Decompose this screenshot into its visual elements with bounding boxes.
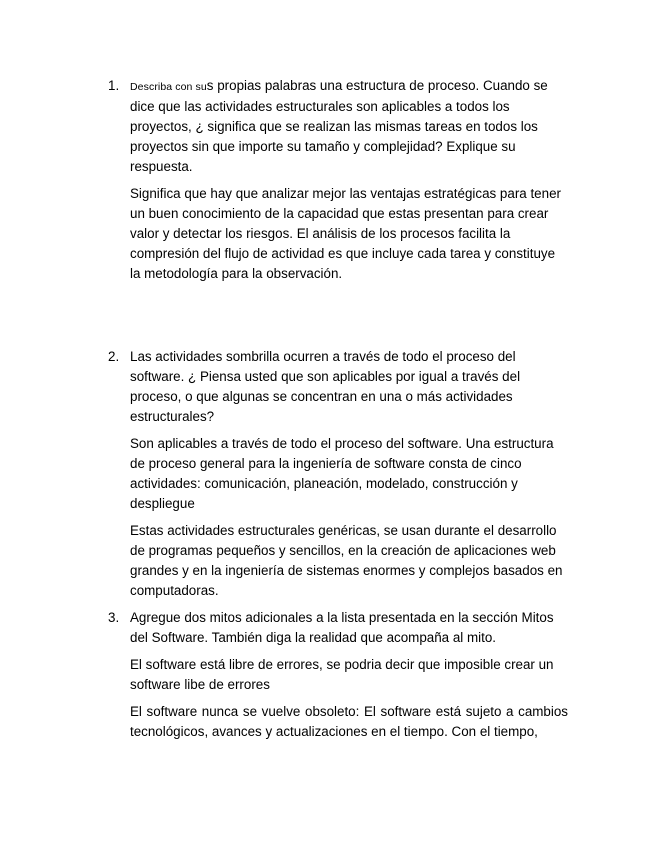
- question-text: [130, 76, 568, 177]
- answer-paragraph: Estas actividades estructurales genéricas, se usan durante el desarrollo de programas pequeños y sencillos, en la creación de aplicaciones web grandes y en la ingeniería de sistemas enormes y complejos basados en computadoras.: [130, 523, 563, 598]
- item-number: 2.: [108, 349, 120, 364]
- question-rest-text: s propias palabras una estructura de proceso. Cuando se dice que las actividades estructurales son aplicables a todos los proyectos, ¿ significa que se realizan las mismas tareas en todos los proyectos sin que importe su tamaño y complejidad? Explique su respuesta.: [130, 78, 548, 174]
- answer-paragraph: El software está libre de errores, se podria decir que imposible crear un software libe de errores: [130, 657, 554, 692]
- item-body: [130, 608, 568, 742]
- answer-paragraph: Son aplicables a través de todo el proceso del software. Una estructura de proceso general para la ingeniería de software consta de cinco actividades: comunicación, planeación, modelado, construcción y despliegue: [130, 436, 554, 511]
- answer-paragraph: El software nunca se vuelve obsoleto: El software está sujeto a cambios tecnológicos, avances y actualizaciones en el tiempo. Con el tiempo,: [130, 704, 568, 739]
- list-item-3: [108, 608, 568, 742]
- list-item-1: [108, 76, 568, 284]
- answer-paragraph: Significa que hay que analizar mejor las ventajas estratégicas para tener un buen conocimiento de la capacidad que estas presentan para crear valor y detectar los riesgos. El análisis de los procesos facilita la compresión del flujo de actividad es que incluye cada tarea y constituye la metodología para la observación.: [130, 186, 561, 281]
- question-text: Las actividades sombrilla ocurren a través de todo el proceso del software. ¿ Piensa usted que son aplicables por igual a través del proceso, o que algunas se concentran en una o más actividades estructurales?: [130, 349, 521, 424]
- item-body: [130, 76, 568, 284]
- item-body: [130, 347, 568, 601]
- question-text: Agregue dos mitos adicionales a la lista presentada en la sección Mitos del Software. También diga la realidad que acompaña al mito.: [130, 610, 554, 645]
- question-small-text: Describa con su: [130, 81, 207, 93]
- list-item-2: [108, 347, 568, 601]
- item-number: 1.: [108, 78, 120, 93]
- item-number: 3.: [108, 610, 120, 625]
